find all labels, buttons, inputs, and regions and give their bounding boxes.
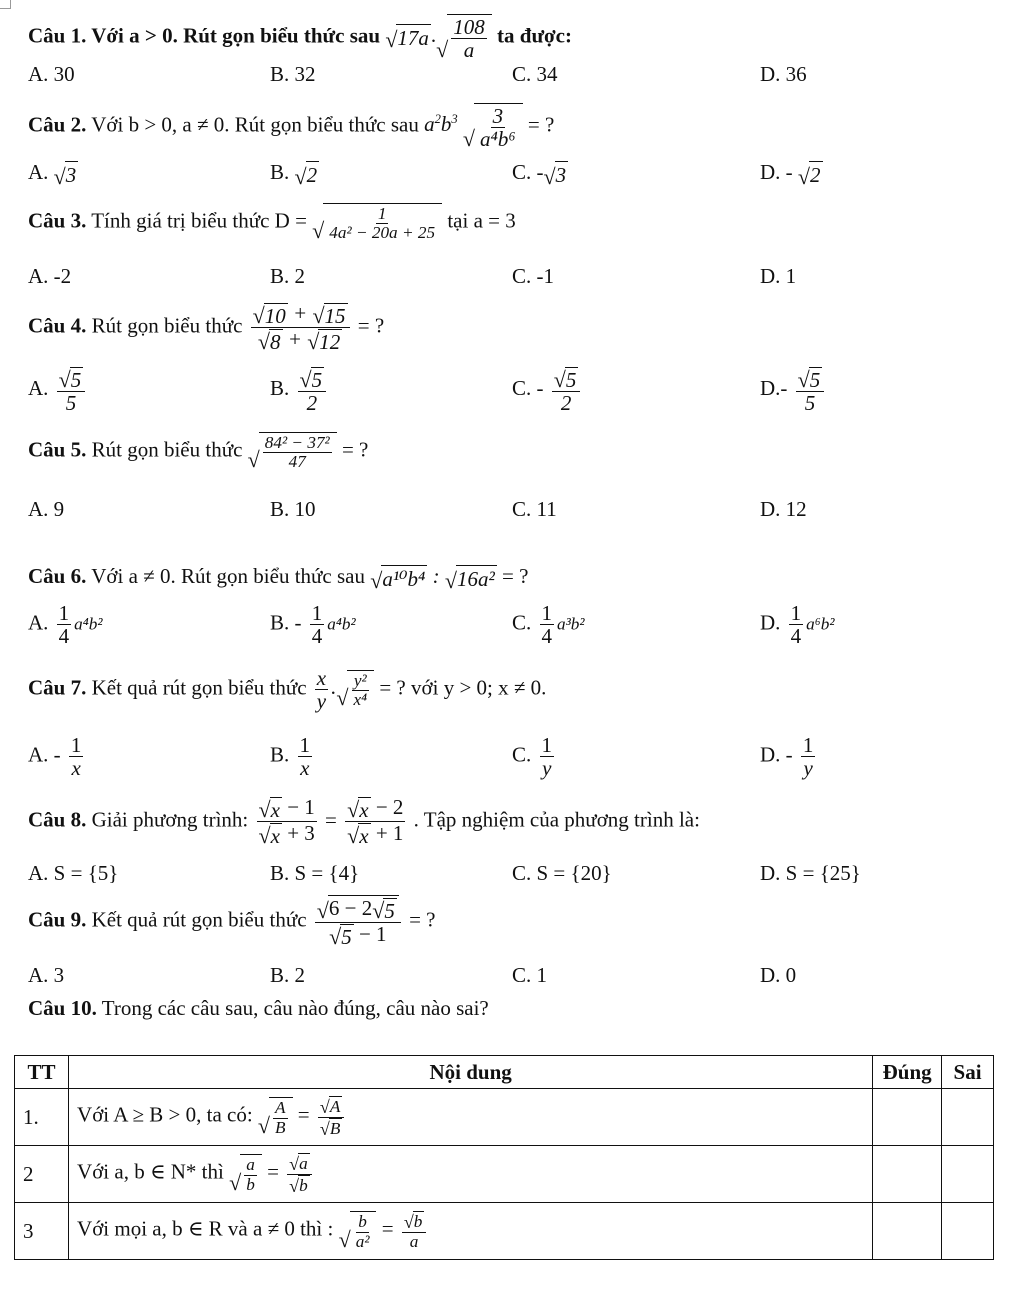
question-2: Câu 2. Với b > 0, a ≠ 0. Rút gọn biểu thức sau $a^2b^3$ √ $\frac{3}{\text{a⁴b⁶}}$ = ?	[28, 104, 555, 152]
header-tt: TT	[15, 1056, 69, 1089]
option-d: D. 36	[760, 62, 807, 86]
question-3-number: Câu 3.	[28, 208, 87, 233]
option-b: B. 2	[270, 963, 306, 987]
option-d: D. 1	[760, 264, 797, 288]
option-c: C. 34	[512, 62, 558, 86]
table-row	[15, 1089, 994, 1146]
option-a: A. √ 3	[28, 160, 77, 189]
question-9-number: Câu 9.	[28, 907, 87, 932]
question-1-expression: √ 17a . √ $\frac{108}{a}$	[385, 23, 497, 47]
question-1-options	[0, 62, 1024, 102]
question-7: Câu 7. Kết quả rút gọn biểu thức $\frac{x}{y}$ . √ $\frac{\text{y²}}{\text{x⁴}}$ = ? với y > 0; x ≠ 0.	[28, 666, 547, 714]
question-3-options	[0, 264, 1024, 304]
question-6-options	[0, 601, 1024, 649]
option-d: D. S = {25}	[760, 861, 861, 885]
option-a: A. √ 5 5	[28, 366, 88, 414]
question-7-options	[0, 733, 1024, 781]
option-c: C. $\frac{1}{4}$ a³b²	[512, 601, 585, 649]
option-a: A. $\frac{1}{4}$ a⁴b²	[28, 601, 103, 649]
row-content: Với a, b ∈ N* thì √ $\frac{a}{b}$ = √ a √ b	[69, 1146, 873, 1203]
question-6-expression: √ a¹⁰b⁴ : √ 16a²	[370, 564, 495, 593]
option-b: B. √ 5 2	[270, 366, 329, 414]
option-c: C. - √ 5 2	[512, 366, 583, 414]
option-b: B. S = {4}	[270, 861, 360, 885]
question-2-options	[0, 160, 1024, 200]
option-c: C. S = {20}	[512, 861, 612, 885]
question-5: Câu 5. Rút gọn biểu thức √ $\frac{\text{84² − 37²}}{47}$ = ?	[28, 433, 369, 473]
question-2-expression: $a^2b^3$ √ $\frac{3}{\text{a⁴b⁶}}$	[424, 112, 528, 136]
question-1-number: Câu 1.	[28, 23, 87, 48]
question-5-expression: √ $\frac{\text{84² − 37²}}{47}$	[248, 432, 337, 471]
option-c: C. -1	[512, 264, 554, 288]
dung-cell[interactable]	[873, 1203, 942, 1260]
question-4-options	[0, 366, 1024, 416]
header-noi-dung: Nội dung	[69, 1056, 873, 1089]
header-dung: Đúng	[873, 1056, 942, 1089]
option-a: A. -2	[28, 264, 72, 288]
question-4: Câu 4. Rút gọn biểu thức √ 10 + √ 15 √ 8 + √ 12 = ?	[28, 301, 385, 355]
question-3: Câu 3. Tính giá trị biểu thức D = √ $\frac{1}{\text{4a² − 20a + 25}}$ tại a = 3	[28, 204, 516, 244]
row-number: 2	[15, 1146, 69, 1203]
option-b: B. √ 2	[270, 160, 318, 189]
question-7-number: Câu 7.	[28, 675, 87, 700]
question-5-number: Câu 5.	[28, 437, 87, 462]
option-a: A. 30	[28, 62, 75, 86]
option-b: B. - $\frac{1}{4}$ a⁴b²	[270, 601, 356, 649]
dung-cell[interactable]	[873, 1146, 942, 1203]
question-9: Câu 9. Kết quả rút gọn biểu thức √ 6 − 2 √ 5 √ 5 − 1 = ?	[28, 896, 436, 950]
sai-cell[interactable]	[942, 1203, 994, 1260]
header-sai: Sai	[942, 1056, 994, 1089]
question-1: Câu 1. Với a > 0. Rút gọn biểu thức sau √ 17a . √ $\frac{108}{a}$ ta được:	[28, 15, 572, 63]
row-content: Với mọi a, b ∈ R và a ≠ 0 thì : √ $\frac{b}{\text{a²}}$ = √ b a	[69, 1203, 873, 1260]
question-10-number: Câu 10.	[28, 996, 97, 1020]
question-6: Câu 6. Với a ≠ 0. Rút gọn biểu thức sau √ a¹⁰b⁴ : √ 16a² = ?	[28, 564, 529, 593]
option-b: B. 32	[270, 62, 316, 86]
table-row	[15, 1203, 994, 1260]
question-3-expression: √ $\frac{1}{\text{4a² − 20a + 25}}$	[312, 203, 442, 242]
question-4-expression: √ 10 + √ 15 √ 8 + √ 12	[251, 302, 350, 353]
row-content: Với A ≥ B > 0, ta có: √ $\frac{A}{B}$ = √ A √ B	[69, 1089, 873, 1146]
page-corner-mark	[0, 0, 11, 9]
option-c: C. $\frac{1}{y}$	[512, 733, 553, 781]
question-10: Câu 10. Trong các câu sau, câu nào đúng, câu nào sai?	[28, 996, 489, 1020]
table-row	[15, 1146, 994, 1203]
question-7-expression: $\frac{x}{y}$ . √ $\frac{\text{y²}}{\text{x⁴}}$	[312, 675, 374, 699]
question-8: Câu 8. Giải phương trình: √ x − 1 √ x + 3 = √ x − 2 √ x + 1 . Tập nghiệm của phương trình là:	[28, 795, 700, 849]
row-number: 3	[15, 1203, 69, 1260]
question-9-expression: √ 6 − 2 √ 5 √ 5 − 1	[315, 895, 401, 948]
option-b: B. 10	[270, 497, 316, 521]
question-6-number: Câu 6.	[28, 564, 87, 588]
question-4-number: Câu 4.	[28, 313, 87, 338]
sai-cell[interactable]	[942, 1089, 994, 1146]
option-d: D. 12	[760, 497, 807, 521]
option-d: D. 0	[760, 963, 797, 987]
option-d: D. $\frac{1}{4}$ a⁶b²	[760, 601, 835, 649]
option-c: C. 11	[512, 497, 557, 521]
option-c: C. - √ 3	[512, 160, 567, 189]
option-b: B. 2	[270, 264, 306, 288]
option-d: D. - √ 2	[760, 160, 821, 189]
row-number: 1.	[15, 1089, 69, 1146]
table-header-row	[15, 1056, 994, 1089]
option-a: A. S = {5}	[28, 861, 119, 885]
option-a: A. 9	[28, 497, 65, 521]
option-d: D. - $\frac{1}{y}$	[760, 733, 814, 781]
true-false-table	[14, 1055, 994, 1260]
question-8-equation: √ x − 1 √ x + 3 = √ x − 2 √ x + 1	[258, 795, 404, 849]
option-b: B. $\frac{1}{x}$	[270, 733, 311, 781]
question-2-number: Câu 2.	[28, 112, 87, 137]
option-d: D.- √ 5 5	[760, 366, 827, 414]
option-a: A. - $\frac{1}{x}$	[28, 733, 82, 781]
dung-cell[interactable]	[873, 1089, 942, 1146]
question-5-options	[0, 497, 1024, 537]
option-a: A. 3	[28, 963, 65, 987]
sai-cell[interactable]	[942, 1146, 994, 1203]
option-c: C. 1	[512, 963, 548, 987]
question-8-number: Câu 8.	[28, 807, 87, 832]
